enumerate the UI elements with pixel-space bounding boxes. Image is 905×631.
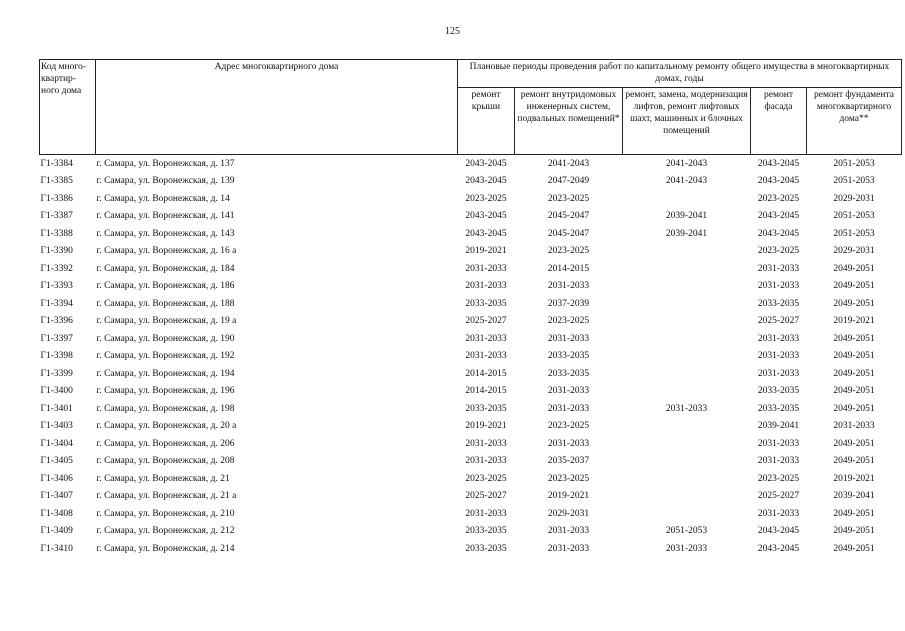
cell-facade: 2043-2045 — [757, 176, 800, 187]
cell-foundation: 2051-2053 — [833, 176, 875, 187]
cell-facade: 2031-2033 — [757, 508, 800, 519]
cell-roof: 2031-2033 — [465, 351, 507, 362]
header-foundation: ремонт фундамента многоквартирного дома** — [807, 88, 902, 155]
cell-code: Г1-3385 — [40, 176, 73, 187]
page-number: 125 — [445, 26, 460, 37]
table-row — [40, 190, 902, 208]
cell-lifts: 2031-2033 — [665, 543, 708, 554]
cell-facade: 2033-2035 — [757, 298, 800, 309]
cell-facade: 2023-2025 — [757, 193, 800, 204]
header-systems: ремонт внутридомовых инженерных систем, подвальных помещений* — [515, 88, 623, 155]
cell-foundation: 2049-2051 — [833, 298, 875, 309]
repair-schedule-table — [39, 59, 902, 558]
cell-foundation: 2049-2051 — [833, 508, 875, 519]
cell-systems: 2035-2037 — [547, 456, 590, 467]
cell-code: Г1-3406 — [40, 473, 73, 484]
cell-lifts: 2041-2043 — [665, 158, 708, 169]
cell-lifts: 2039-2041 — [665, 211, 708, 222]
cell-address: г. Самара, ул. Воронежская, д. 20 а — [96, 421, 237, 432]
cell-roof: 2031-2033 — [465, 456, 507, 467]
cell-foundation: 2049-2051 — [833, 368, 875, 379]
cell-systems: 2033-2035 — [547, 368, 590, 379]
header-facade: ремонт фасада — [751, 88, 807, 155]
cell-roof: 2043-2045 — [465, 158, 507, 169]
cell-code: Г1-3393 — [40, 281, 73, 292]
cell-systems: 2023-2025 — [547, 246, 590, 257]
cell-foundation: 2031-2033 — [833, 421, 875, 432]
cell-lifts — [623, 348, 751, 366]
cell-lifts — [623, 278, 751, 296]
cell-lifts: 2051-2053 — [665, 526, 708, 537]
cell-code: Г1-3407 — [40, 491, 73, 502]
cell-lifts — [623, 383, 751, 401]
cell-roof: 2031-2033 — [465, 281, 507, 292]
cell-facade: 2033-2035 — [757, 386, 800, 397]
header-address: Адрес многоквартирного дома — [96, 60, 458, 155]
table-row — [40, 523, 902, 541]
cell-roof: 2033-2035 — [465, 403, 507, 414]
table-row — [40, 295, 902, 313]
cell-address: г. Самара, ул. Воронежская, д. 143 — [96, 228, 235, 239]
cell-roof: 2019-2021 — [465, 421, 507, 432]
table-row — [40, 278, 902, 296]
cell-foundation: 2051-2053 — [833, 211, 875, 222]
cell-code: Г1-3399 — [40, 368, 73, 379]
cell-systems: 2045-2047 — [547, 228, 590, 239]
cell-foundation: 2049-2051 — [833, 281, 875, 292]
cell-systems: 2037-2039 — [547, 298, 590, 309]
cell-foundation: 2049-2051 — [833, 333, 875, 344]
header-periods: Плановые периоды проведения работ по капитальному ремонту общего имущества в многоквартирных домах, годы — [458, 60, 902, 88]
cell-facade: 2031-2033 — [757, 281, 800, 292]
table-row — [40, 470, 902, 488]
cell-lifts — [623, 470, 751, 488]
cell-facade: 2031-2033 — [757, 438, 800, 449]
cell-code: Г1-3397 — [40, 333, 73, 344]
header-lifts: ремонт, замена, модернизация лифтов, ремонт лифтовых шахт, машинных и блочных помещений — [623, 88, 751, 155]
cell-code: Г1-3387 — [40, 211, 73, 222]
cell-code: Г1-3394 — [40, 298, 73, 309]
cell-address: г. Самара, ул. Воронежская, д. 16 а — [96, 246, 237, 257]
cell-facade: 2031-2033 — [757, 456, 800, 467]
table-header — [40, 60, 902, 155]
cell-systems: 2031-2033 — [547, 333, 590, 344]
cell-facade: 2031-2033 — [757, 351, 800, 362]
cell-systems: 2033-2035 — [547, 351, 590, 362]
cell-facade: 2043-2045 — [757, 158, 800, 169]
cell-systems: 2041-2043 — [547, 158, 590, 169]
cell-code: Г1-3396 — [40, 316, 73, 327]
cell-roof: 2043-2045 — [465, 211, 507, 222]
cell-systems: 2019-2021 — [547, 491, 590, 502]
cell-address: г. Самара, ул. Воронежская, д. 19 а — [96, 316, 237, 327]
cell-code: Г1-3403 — [40, 421, 73, 432]
table-row — [40, 505, 902, 523]
cell-systems: 2031-2033 — [547, 386, 590, 397]
cell-lifts — [623, 488, 751, 506]
cell-address: г. Самара, ул. Воронежская, д. 208 — [96, 456, 235, 467]
cell-code: Г1-3410 — [40, 543, 73, 554]
table-row — [40, 243, 902, 261]
table-row — [40, 418, 902, 436]
cell-foundation: 2049-2051 — [833, 456, 875, 467]
cell-systems: 2045-2047 — [547, 211, 590, 222]
cell-address: г. Самара, ул. Воронежская, д. 206 — [96, 438, 235, 449]
cell-lifts — [623, 435, 751, 453]
cell-systems: 2047-2049 — [547, 176, 590, 187]
cell-systems: 2023-2025 — [547, 316, 590, 327]
table-row — [40, 540, 902, 558]
table-row — [40, 488, 902, 506]
cell-address: г. Самара, ул. Воронежская, д. 14 — [96, 193, 230, 204]
cell-address: г. Самара, ул. Воронежская, д. 21 а — [96, 491, 237, 502]
cell-code: Г1-3404 — [40, 438, 73, 449]
cell-facade: 2033-2035 — [757, 403, 800, 414]
cell-lifts — [623, 243, 751, 261]
cell-systems: 2014-2015 — [547, 263, 590, 274]
cell-roof: 2014-2015 — [465, 386, 507, 397]
cell-code: Г1-3401 — [40, 403, 73, 414]
cell-address: г. Самара, ул. Воронежская, д. 212 — [96, 526, 235, 537]
cell-facade: 2031-2033 — [757, 368, 800, 379]
table-row — [40, 313, 902, 331]
cell-foundation: 2049-2051 — [833, 543, 875, 554]
cell-facade: 2023-2025 — [757, 473, 800, 484]
cell-lifts: 2031-2033 — [665, 403, 708, 414]
cell-code: Г1-3392 — [40, 263, 73, 274]
cell-facade: 2025-2027 — [757, 316, 800, 327]
cell-lifts — [623, 260, 751, 278]
cell-code: Г1-3408 — [40, 508, 73, 519]
cell-facade: 2031-2033 — [757, 263, 800, 274]
cell-facade: 2025-2027 — [757, 491, 800, 502]
cell-code: Г1-3405 — [40, 456, 73, 467]
cell-roof: 2033-2035 — [465, 298, 507, 309]
cell-systems: 2029-2031 — [547, 508, 590, 519]
table-row — [40, 435, 902, 453]
cell-address: г. Самара, ул. Воронежская, д. 210 — [96, 508, 235, 519]
table-body — [40, 155, 902, 558]
cell-address: г. Самара, ул. Воронежская, д. 21 — [96, 473, 230, 484]
cell-address: г. Самара, ул. Воронежская, д. 192 — [96, 351, 235, 362]
table-row — [40, 400, 902, 418]
cell-code: Г1-3400 — [40, 386, 73, 397]
cell-facade: 2043-2045 — [757, 211, 800, 222]
cell-lifts — [623, 453, 751, 471]
cell-address: г. Самара, ул. Воронежская, д. 198 — [96, 403, 235, 414]
table-row — [40, 330, 902, 348]
cell-code: Г1-3388 — [40, 228, 73, 239]
table-row — [40, 260, 902, 278]
cell-roof: 2014-2015 — [465, 368, 507, 379]
cell-foundation: 2019-2021 — [833, 473, 875, 484]
cell-foundation: 2051-2053 — [833, 158, 875, 169]
table-row — [40, 383, 902, 401]
cell-address: г. Самара, ул. Воронежская, д. 137 — [96, 158, 235, 169]
cell-facade: 2023-2025 — [757, 246, 800, 257]
cell-address: г. Самара, ул. Воронежская, д. 186 — [96, 281, 235, 292]
cell-code: Г1-3386 — [40, 193, 73, 204]
cell-lifts — [623, 365, 751, 383]
cell-systems: 2031-2033 — [547, 403, 590, 414]
cell-code: Г1-3384 — [40, 158, 73, 169]
cell-lifts — [623, 418, 751, 436]
cell-lifts — [623, 190, 751, 208]
table-row — [40, 225, 902, 243]
cell-foundation: 2029-2031 — [833, 193, 875, 204]
cell-address: г. Самара, ул. Воронежская, д. 188 — [96, 298, 235, 309]
table-row — [40, 453, 902, 471]
cell-systems: 2031-2033 — [547, 281, 590, 292]
header-code: Код много-квартир-ного дома — [40, 60, 96, 155]
table-row — [40, 173, 902, 191]
cell-facade: 2039-2041 — [757, 421, 800, 432]
cell-foundation: 2049-2051 — [833, 386, 875, 397]
cell-lifts — [623, 313, 751, 331]
cell-lifts: 2039-2041 — [665, 228, 708, 239]
cell-roof: 2025-2027 — [465, 491, 507, 502]
table-row — [40, 348, 902, 366]
cell-roof: 2019-2021 — [465, 246, 507, 257]
cell-code: Г1-3398 — [40, 351, 73, 362]
cell-roof: 2025-2027 — [465, 316, 507, 327]
cell-foundation: 2019-2021 — [833, 316, 875, 327]
cell-lifts — [623, 295, 751, 313]
cell-foundation: 2049-2051 — [833, 403, 875, 414]
cell-foundation: 2039-2041 — [833, 491, 875, 502]
cell-roof: 2043-2045 — [465, 228, 507, 239]
table-row — [40, 208, 902, 226]
cell-roof: 2031-2033 — [465, 263, 507, 274]
cell-systems: 2031-2033 — [547, 543, 590, 554]
cell-foundation: 2029-2031 — [833, 246, 875, 257]
cell-systems: 2023-2025 — [547, 421, 590, 432]
cell-roof: 2031-2033 — [465, 508, 507, 519]
cell-foundation: 2049-2051 — [833, 526, 875, 537]
cell-foundation: 2051-2053 — [833, 228, 875, 239]
cell-address: г. Самара, ул. Воронежская, д. 141 — [96, 211, 235, 222]
cell-facade: 2043-2045 — [757, 526, 800, 537]
cell-address: г. Самара, ул. Воронежская, д. 184 — [96, 263, 235, 274]
cell-roof: 2031-2033 — [465, 438, 507, 449]
cell-systems: 2031-2033 — [547, 526, 590, 537]
cell-address: г. Самара, ул. Воронежская, д. 139 — [96, 176, 235, 187]
cell-foundation: 2049-2051 — [833, 438, 875, 449]
cell-address: г. Самара, ул. Воронежская, д. 196 — [96, 386, 235, 397]
cell-roof: 2023-2025 — [465, 473, 507, 484]
cell-lifts — [623, 330, 751, 348]
cell-roof: 2023-2025 — [465, 193, 507, 204]
cell-lifts: 2041-2043 — [665, 176, 708, 187]
table-row — [40, 155, 902, 173]
cell-facade: 2043-2045 — [757, 228, 800, 239]
cell-address: г. Самара, ул. Воронежская, д. 190 — [96, 333, 235, 344]
cell-systems: 2023-2025 — [547, 193, 590, 204]
cell-facade: 2043-2045 — [757, 543, 800, 554]
cell-foundation: 2049-2051 — [833, 263, 875, 274]
cell-facade: 2031-2033 — [757, 333, 800, 344]
cell-address: г. Самара, ул. Воронежская, д. 214 — [96, 543, 235, 554]
cell-foundation: 2049-2051 — [833, 351, 875, 362]
cell-roof: 2031-2033 — [465, 333, 507, 344]
cell-systems: 2031-2033 — [547, 438, 590, 449]
cell-roof: 2033-2035 — [465, 526, 507, 537]
cell-code: Г1-3409 — [40, 526, 73, 537]
cell-code: Г1-3390 — [40, 246, 73, 257]
cell-address: г. Самара, ул. Воронежская, д. 194 — [96, 368, 235, 379]
table-row — [40, 365, 902, 383]
cell-systems: 2023-2025 — [547, 473, 590, 484]
header-roof: ремонт крыши — [458, 88, 515, 155]
cell-roof: 2043-2045 — [465, 176, 507, 187]
cell-lifts — [623, 505, 751, 523]
cell-roof: 2033-2035 — [465, 543, 507, 554]
